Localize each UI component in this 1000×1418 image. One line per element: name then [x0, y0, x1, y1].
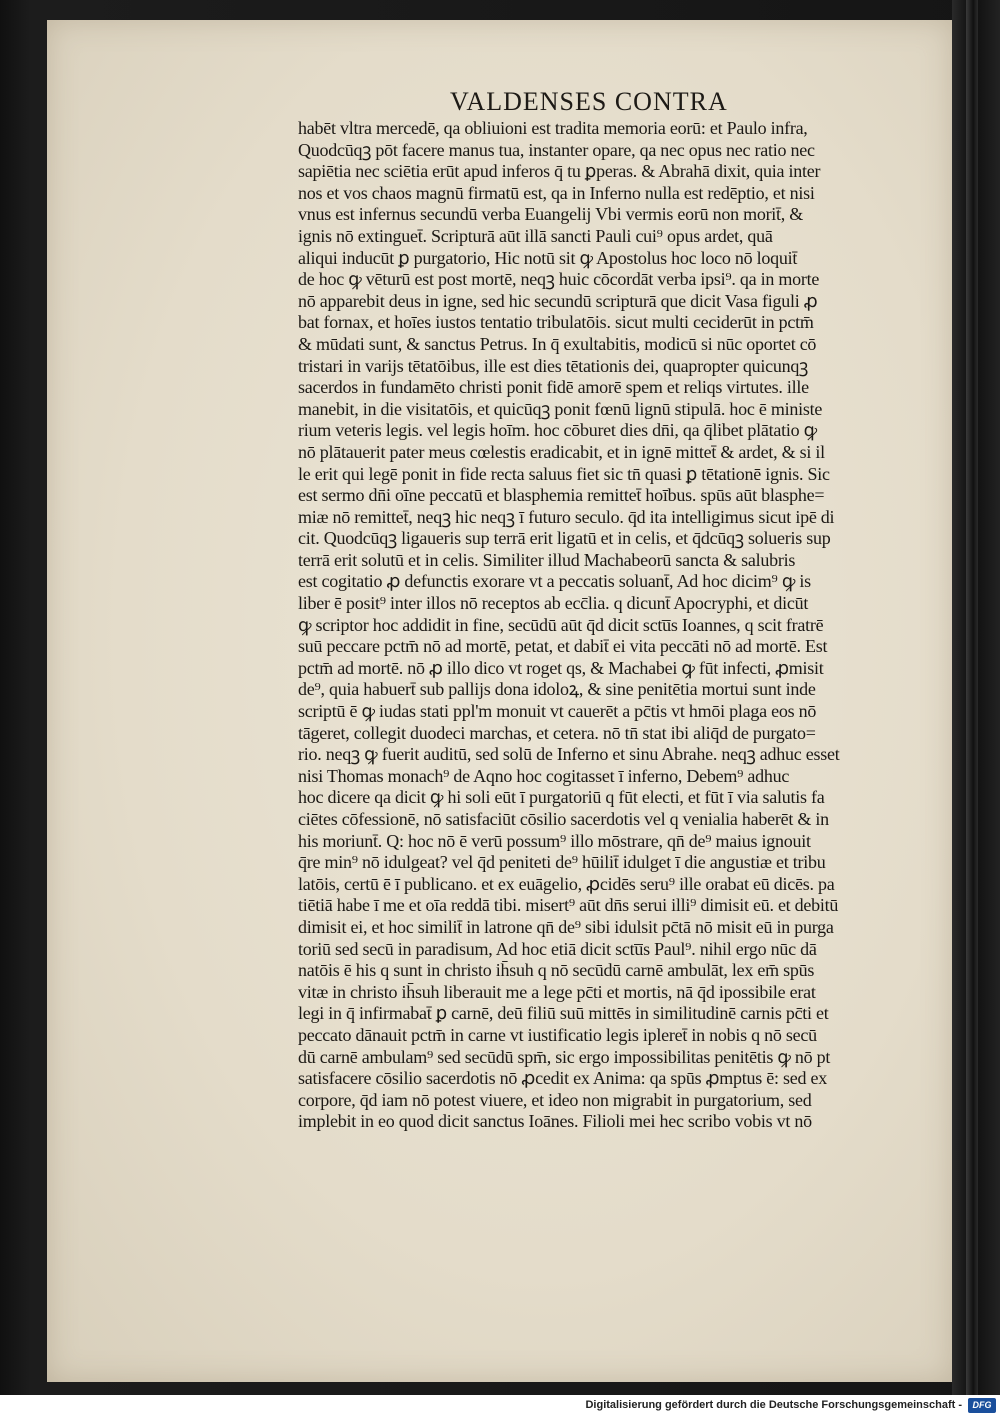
text-line: Quodcūqꝫ pōt facere manus tua, instanter opare, qa nec opus nec ratio nec: [298, 139, 815, 160]
text-line: satisfacere cōsilio sacerdotis nō ꝓcedit ex Anima: qa spūs ꝓmptus ē: sed ex: [298, 1068, 827, 1089]
text-line: le erit qui legē ponit in fide recta saluus fiet sic tn̄ quasi ꝑ tētationē ignis. Sic: [298, 463, 830, 484]
text-line: ciētes cōfessionē, nō satisfaciūt cōsilio sacerdotis vel q venialia haberēt & in: [298, 809, 829, 829]
text-line: terrā erit solutū et in celis. Similiter illud Machabeorū sancta & salubris: [298, 549, 796, 570]
page-heading: VALDENSES CONTRA: [450, 87, 728, 116]
text-line: nō plātauerit pater meus cœlestis eradicabit, et in ignē mittet̄ & ardet, & si il: [298, 441, 825, 462]
text-line: natōis ē his q sunt in christo ih̄suh q nō secūdū carnē ambulāt, lex em̄ spūs: [298, 960, 815, 981]
text-line: bat fornax, et hoīes iustos tentatio tribulatōis. sicut multi ceciderūt in pctm̄: [298, 312, 814, 333]
text-line: implebit in eo quod dicit sanctus Ioānes. Filioli mei hec scribo vobis vt nō: [298, 1111, 812, 1132]
text-line: q̄re min⁹ nō idulgeat? vel q̄d peniteti de⁹ hūilit̄ idulget ī die angustiæ et tribu: [298, 852, 826, 873]
text-line: de hoc ꝙ vēturū est post mortē, neqꝫ huic cōcordāt verba ipsi⁹. qa in morte: [298, 269, 820, 290]
text-line: nō apparebit deus in igne, sed hic secundū scripturā que dicit Vasa figuli ꝓ: [298, 290, 818, 311]
text-line: aliqui inducūt ꝑ purgatorio, Hic notū sit ꝙ Apostolus hoc loco nō loquit̄: [298, 247, 798, 268]
text-line: nisi Thomas monach⁹ de Aqno hoc cogitasset ī inferno, Debem⁹ adhuc: [298, 765, 790, 786]
text-line: his moriunt̄. Q: hoc nō ē verū possum⁹ illo mōstrare, qn̄ de⁹ maius ignouit: [298, 830, 811, 851]
text-line: scriptū ē ꝙ iudas stati ppl'm monuit vt cauerēt a pc̄tis vt hmōi plaga eos nō: [298, 701, 817, 722]
text-line: tāgeret, collegit duodeci marchas, et cetera. nō tn̄ stat ibi aliq̄d de purgato=: [298, 722, 816, 743]
text-line: & mūdati sunt, & sanctus Petrus. In q̄ exultabitis, modicū si nūc oportet cō: [298, 333, 817, 354]
text-line: ignis nō extinguet̄. Scripturā aūt illā sancti Pauli cui⁹ opus ardet, quā: [298, 225, 773, 246]
text-line: dū carnē ambulam⁹ sed secūdū spm̄, sic ergo impossibilitas penitētis ꝙ nō pt: [298, 1046, 831, 1067]
dfg-logo: DFG: [968, 1398, 996, 1413]
text-line: cit. Quodcūqꝫ ligaueris sup terrā erit ligatū et in celis, et q̄dcūqꝫ solueris sup: [298, 528, 831, 549]
spine-edge: [966, 0, 978, 1395]
text-line: corpore, q̄d iam nō potest viuere, et ideo non migrabit in purgatorium, sed: [298, 1089, 812, 1110]
text-line: de⁹, quia habuert̄ sub pallijs dona idoloꝝ, & sine penitētia mortui sunt inde: [298, 679, 816, 700]
text-line: vnus est infernus secundū verba Euangelij Vbi vermis eorū non morit̄, &: [298, 204, 804, 225]
text-line: sacerdos in fundamēto christi ponit fidē amorē spem et reliqs virtutes. ille: [298, 377, 809, 398]
text-line: miæ nō remittet̄, neqꝫ hic neqꝫ ī futuro seculo. q̄d ita intelligimus sicut ipē di: [298, 506, 835, 527]
text-line: vitæ in christo ih̄suh liberauit me a lege pc̄ti et mortis, nā q̄d ipossibile erat: [298, 981, 816, 1002]
text-line: latōis, certū ē ī publicano. et ex euāgelio, ꝓcidēs seru⁹ ille orabat eū dicēs. pa: [298, 873, 835, 894]
text-line: sapiētia nec sciētia erūt apud inferos q̄ tu ꝑperas. & Abrahā dixit, quia inter: [298, 161, 821, 182]
footer-credit: Digitalisierung gefördert durch die Deutsche Forschungsgemeinschaft -: [585, 1399, 962, 1411]
text-line: hoc dicere qa dicit ꝙ hi soli eūt ī purgatoriū q fūt electi, et fūt ī via salutis fa: [298, 787, 825, 808]
text-line: suū peccare pctm̄ nō ad mortē, petat, et dabit̄ ei vita peccāti nō ad mortē. Est: [298, 636, 828, 657]
text-line: peccato dānauit pctm̄ in carne vt iustificatio legis ipleret̄ in nobis q nō secū: [298, 1024, 817, 1045]
text-line: rio. neqꝫ ꝙ fuerit auditū, sed solū de Inferno et sinu Abrahe. neqꝫ adhuc esset: [298, 744, 840, 765]
text-line: manebit, in die visitatōis, et quicūqꝫ ponit fœnū lignū stipulā. hoc ē ministe: [298, 398, 823, 419]
text-line: est cogitatio ꝓ defunctis exorare vt a peccatis soluant̄, Ad hoc dicim⁹ ꝙ is: [298, 571, 811, 592]
text-line: est sermo dn̄i oīne peccatū et blasphemia remittet̄ hoībus. spūs aūt blasphe=: [298, 485, 825, 506]
text-line: nos et vos chaos magnū firmatū est, qa in Inferno nulla est redēptio, et nisi: [298, 182, 815, 203]
text-line: rium veteris legis. vel legis hoīm. hoc cōburet dies dn̄i, qa q̄libet plātatio ꝙ: [298, 420, 817, 441]
text-block: [298, 118, 910, 1133]
text-line: pctm̄ ad mortē. nō ꝓ illo dico vt roget qs, & Machabei ꝙ fūt infecti, ꝓmisit: [298, 657, 824, 678]
text-line: liber ē posit⁹ inter illos nō receptos ab ecc̄lia. q dicunt̄ Apocryphi, et dicūt: [298, 593, 809, 614]
text-line: ꝙ scriptor hoc addidit in fine, secūdū aūt q̄d dicit sctu̅s Ioannes, q scit fratrē: [298, 614, 824, 635]
text-line: toriū sed secū in paradisum, Ad hoc etiā dicit sctu̅s Paul⁹. nihil ergo nūc dā: [298, 938, 817, 959]
text-line: habēt vltra mercedē, qa obliuioni est tradita memoria eorū: et Paulo infra,: [298, 118, 808, 138]
text-line: legi in q̄ infirmabat̄ ꝑ carnē, deū filiū suū mittēs in similitudinē carnis pc̄ti et: [298, 1003, 829, 1024]
text-line: dimisit ei, et hoc similit̄ in latrone qn̄ de⁹ sibi idulsit pc̄tā nō misit eū in purga: [298, 916, 834, 937]
text-line: tiētiā habe ī me et oīa reddā tibi. misert⁹ aūt dn̄s serui illi⁹ dimisit eū. et debitū: [298, 895, 839, 916]
text-line: tristari in varijs tētatōibus, ille est dies tētationis dei, quapropter quicunqꝫ: [298, 355, 809, 376]
